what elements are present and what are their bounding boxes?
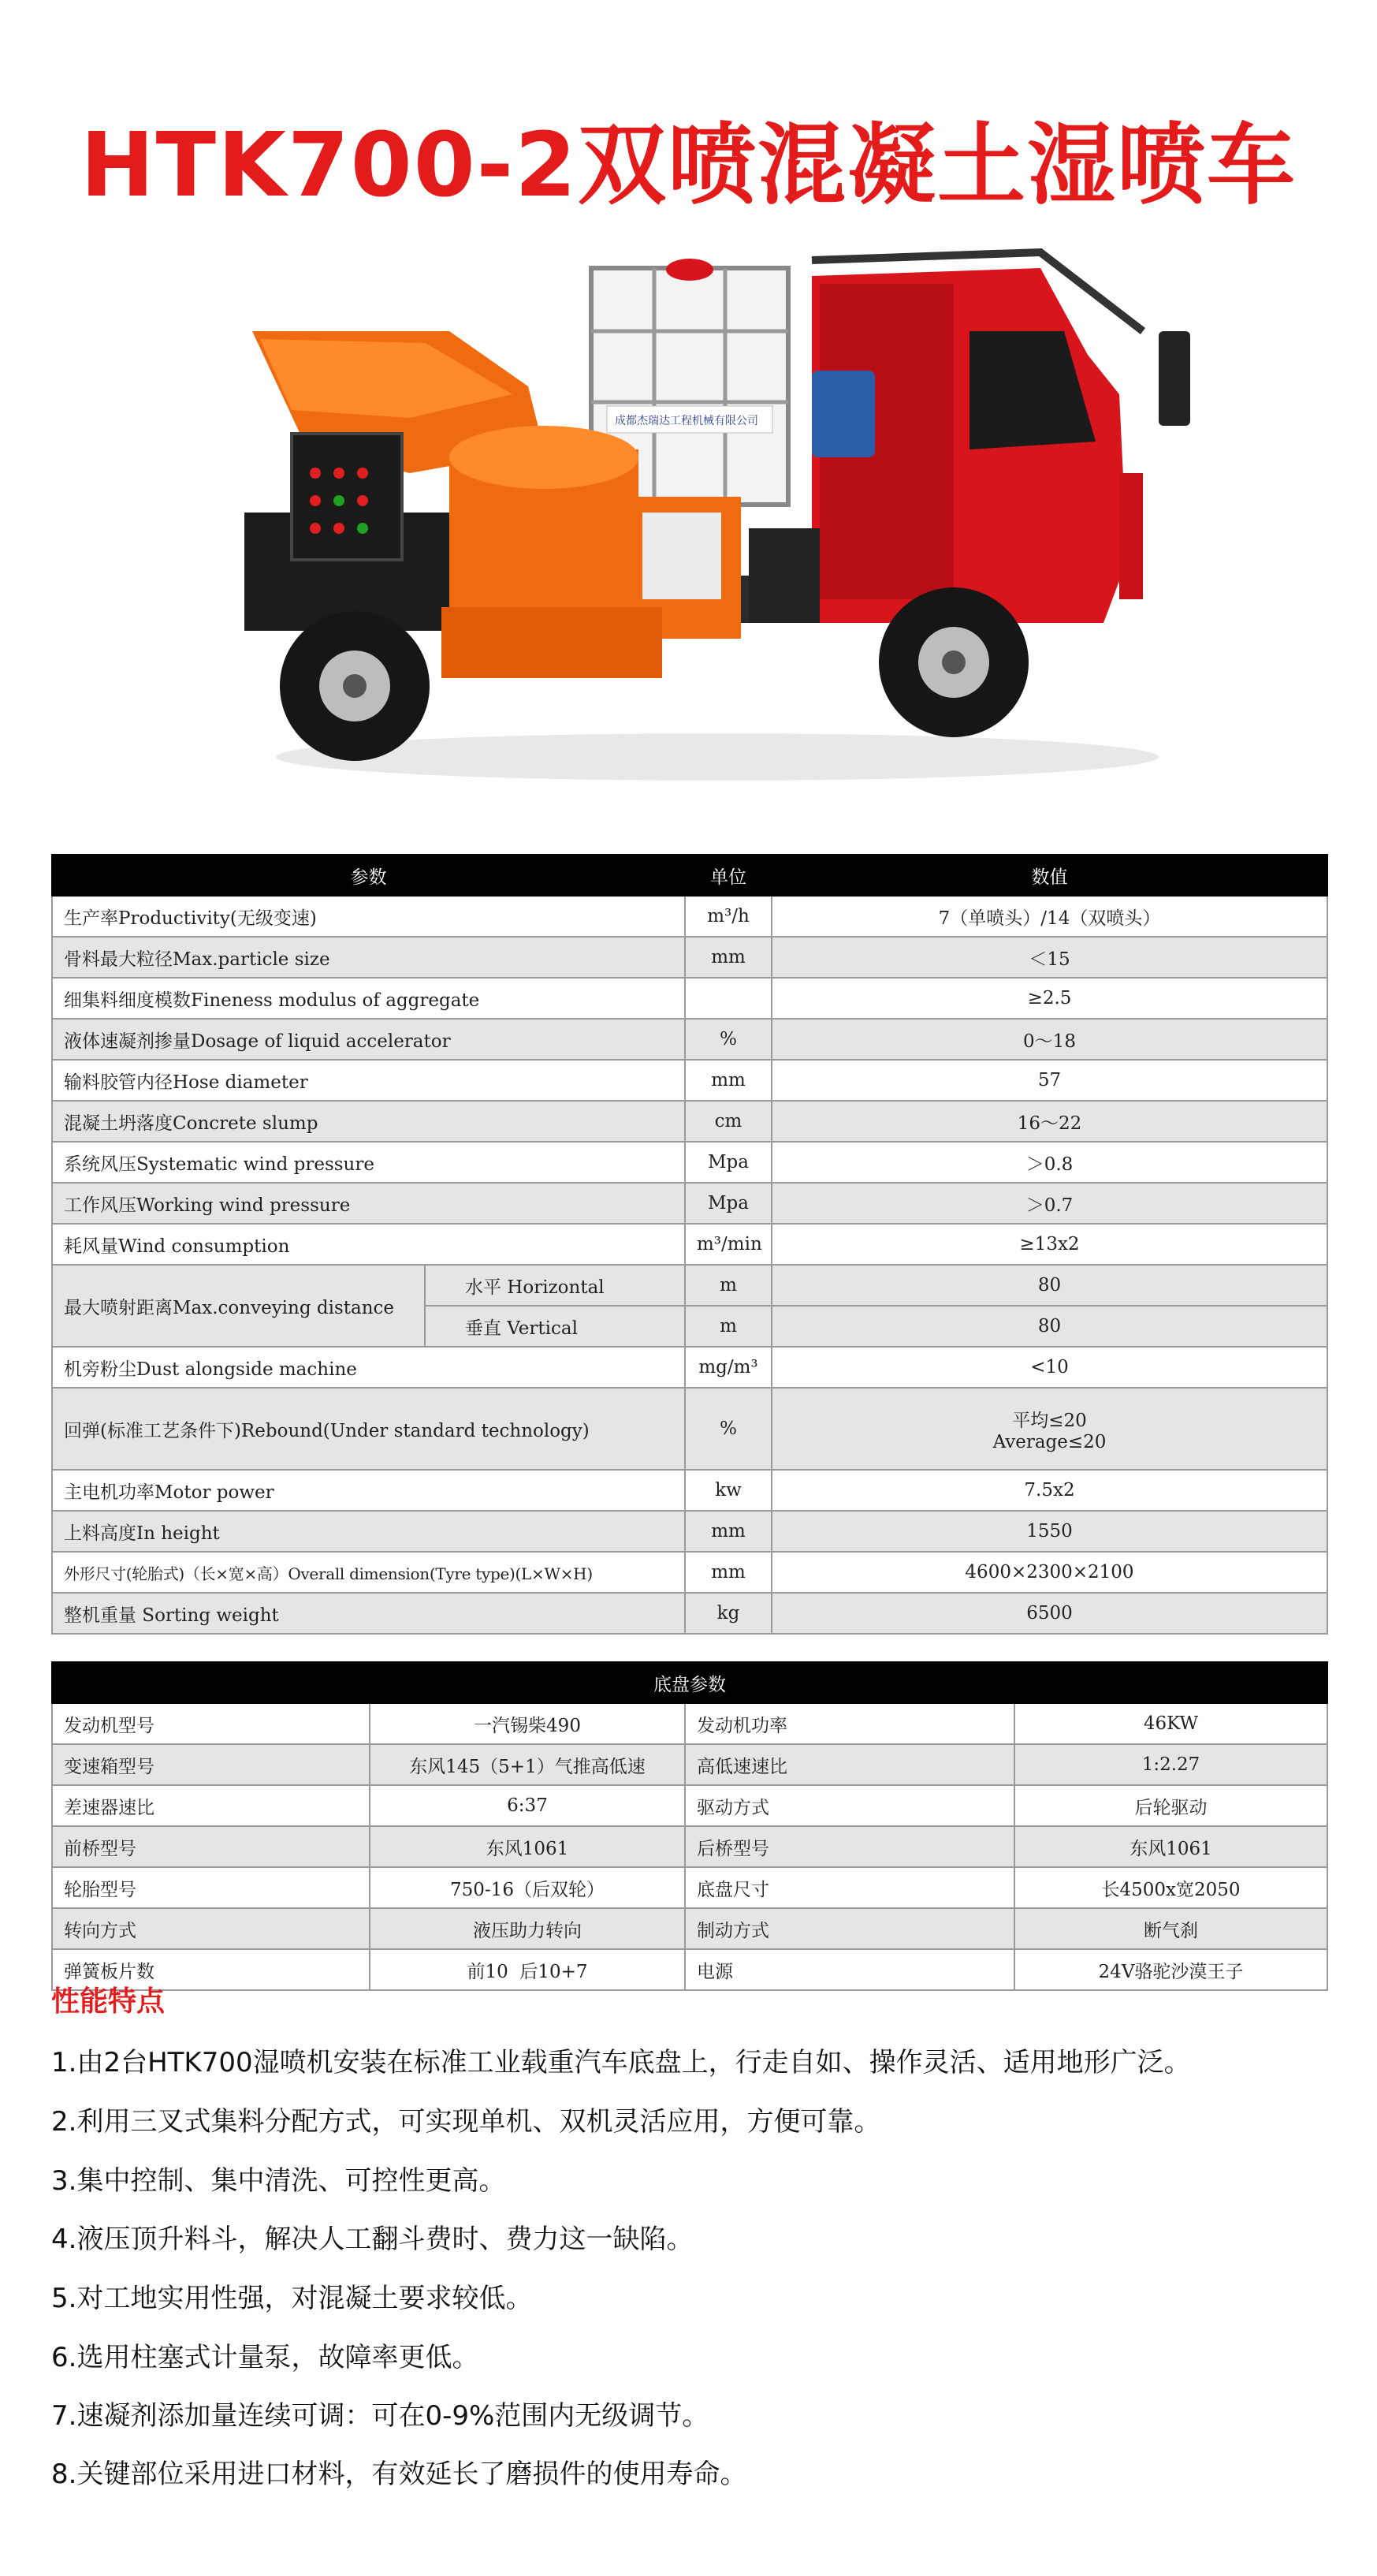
features-title: 性能特点 xyxy=(51,1985,166,2018)
chassis-value: 一汽锡柴490 xyxy=(370,1703,685,1744)
truck-image xyxy=(213,213,1206,796)
table-row xyxy=(52,1019,1327,1060)
chassis-label: 发动机功率 xyxy=(685,1703,1014,1744)
row-param: 主电机功率Motor power xyxy=(52,1470,685,1511)
row-value: 1550 xyxy=(772,1511,1327,1552)
chassis-value: 长4500x宽2050 xyxy=(1014,1867,1327,1908)
row-param: 细集料细度模数Fineness modulus of aggregate xyxy=(52,978,685,1019)
feature-item: 2.利用三叉式集料分配方式，可实现单机、双机灵活应用，方便可靠。 xyxy=(51,2106,881,2138)
row-value: ≥2.5 xyxy=(772,978,1327,1019)
table-row xyxy=(52,1511,1327,1552)
chassis-value: 24V骆驼沙漠王子 xyxy=(1014,1949,1327,1990)
row-value: ≥13x2 xyxy=(772,1224,1327,1265)
row-value: 6500 xyxy=(772,1593,1327,1634)
feature-item: 8.关键部位采用进口材料，有效延长了磨损件的使用寿命。 xyxy=(51,2459,747,2490)
feature-item: 7.速凝剂添加量连续可调：可在0-9%范围内无级调节。 xyxy=(51,2400,709,2432)
row-unit: mg/m³ xyxy=(685,1347,772,1388)
table-row xyxy=(52,937,1327,978)
chassis-label: 电源 xyxy=(685,1949,1014,1990)
feature-item: 6.选用柱塞式计量泵，故障率更低。 xyxy=(51,2342,479,2373)
table-row xyxy=(52,1949,1327,1990)
table-row xyxy=(52,1908,1327,1949)
row-value: ＜15 xyxy=(772,937,1327,978)
row-value: 80 xyxy=(772,1265,1327,1306)
row-value xyxy=(772,1388,1327,1470)
row-unit: mm xyxy=(685,1511,772,1552)
row-param: 上料高度In height xyxy=(52,1511,685,1552)
chassis-value: 后轮驱动 xyxy=(1014,1785,1327,1826)
row-param: 输料胶管内径Hose diameter xyxy=(52,1060,685,1101)
row-param: 整机重量 Sorting weight xyxy=(52,1593,685,1634)
table-row xyxy=(52,1265,1327,1306)
table-row xyxy=(52,1552,1327,1593)
rebound-value-cn: 平均≤20 xyxy=(1012,1410,1087,1431)
table-row xyxy=(52,1744,1327,1785)
row-unit: kw xyxy=(685,1470,772,1511)
table-row xyxy=(52,978,1327,1019)
row-unit: mm xyxy=(685,1552,772,1593)
row-param: 回弹(标准工艺条件下)Rebound(Under standard technology) xyxy=(52,1388,685,1470)
row-param: 外形尺寸(轮胎式)（长×宽×高）Overall dimension(Tyre type)(L×W×H) xyxy=(52,1552,685,1593)
table-row xyxy=(52,1224,1327,1265)
chassis-label: 后桥型号 xyxy=(685,1826,1014,1867)
chassis-label: 制动方式 xyxy=(685,1908,1014,1949)
chassis-header-row xyxy=(52,1662,1327,1703)
row-param: 生产率Productivity(无级变速) xyxy=(52,896,685,937)
row-value: 80 xyxy=(772,1306,1327,1347)
row-unit xyxy=(685,978,772,1019)
row-value: 57 xyxy=(772,1060,1327,1101)
table-row xyxy=(52,1785,1327,1826)
feature-item: 4.液压顶升料斗，解决人工翻斗费时、费力这一缺陷。 xyxy=(51,2224,694,2255)
tank-label: 成都杰瑞达工程机械有限公司 xyxy=(615,415,758,427)
chassis-value: 液压助力转向 xyxy=(370,1908,685,1949)
row-value: 7.5x2 xyxy=(772,1470,1327,1511)
row-param: 耗风量Wind consumption xyxy=(52,1224,685,1265)
table-row xyxy=(52,1593,1327,1634)
spec-header-row xyxy=(52,855,1327,896)
row-param: 骨料最大粒径Max.particle size xyxy=(52,937,685,978)
row-param: 最大喷射距离Max.conveying distance xyxy=(52,1265,425,1347)
table-row xyxy=(52,1470,1327,1511)
page-title: HTK700-2双喷混凝土湿喷车 xyxy=(80,114,1297,217)
table-row xyxy=(52,1867,1327,1908)
chassis-label: 转向方式 xyxy=(52,1908,370,1949)
table-row xyxy=(52,1826,1327,1867)
row-param: 混凝土坍落度Concrete slump xyxy=(52,1101,685,1142)
chassis-value: 断气刹 xyxy=(1014,1908,1327,1949)
row-value: <10 xyxy=(772,1347,1327,1388)
row-subparam: 水平 Horizontal xyxy=(425,1265,685,1306)
header-param: 参数 xyxy=(52,855,685,896)
table-row xyxy=(52,1101,1327,1142)
row-unit: m³/min xyxy=(685,1224,772,1265)
row-subparam: 垂直 Vertical xyxy=(425,1306,685,1347)
spec-table xyxy=(51,854,1328,1635)
chassis-value: 东风1061 xyxy=(370,1826,685,1867)
table-row xyxy=(52,1142,1327,1183)
chassis-value: 750-16（后双轮） xyxy=(370,1867,685,1908)
row-param: 工作风压Working wind pressure xyxy=(52,1183,685,1224)
table-row xyxy=(52,1183,1327,1224)
row-unit: m xyxy=(685,1306,772,1347)
chassis-label: 轮胎型号 xyxy=(52,1867,370,1908)
row-unit: % xyxy=(685,1019,772,1060)
chassis-value: 46KW xyxy=(1014,1703,1327,1744)
row-value: 16～22 xyxy=(772,1101,1327,1142)
feature-item: 5.对工地实用性强，对混凝土要求较低。 xyxy=(51,2283,533,2314)
table-row xyxy=(52,1703,1327,1744)
row-unit: mm xyxy=(685,1060,772,1101)
chassis-label: 弹簧板片数 xyxy=(52,1949,370,1990)
row-unit: m³/h xyxy=(685,896,772,937)
table-row xyxy=(52,896,1327,937)
row-value: ＞0.7 xyxy=(772,1183,1327,1224)
row-unit: cm xyxy=(685,1101,772,1142)
row-unit: mm xyxy=(685,937,772,978)
chassis-table xyxy=(51,1661,1328,1991)
row-unit: m xyxy=(685,1265,772,1306)
table-row xyxy=(52,1347,1327,1388)
row-value: ＞0.8 xyxy=(772,1142,1327,1183)
header-unit: 单位 xyxy=(685,855,772,896)
row-param: 液体速凝剂掺量Dosage of liquid accelerator xyxy=(52,1019,685,1060)
row-value: 0～18 xyxy=(772,1019,1327,1060)
feature-item: 3.集中控制、集中清洗、可控性更高。 xyxy=(51,2165,506,2197)
chassis-header: 底盘参数 xyxy=(52,1662,1327,1703)
row-unit: Mpa xyxy=(685,1142,772,1183)
table-row xyxy=(52,1060,1327,1101)
chassis-label: 高低速速比 xyxy=(685,1744,1014,1785)
chassis-value: 1:2.27 xyxy=(1014,1744,1327,1785)
chassis-value: 东风145（5+1）气推高低速 xyxy=(370,1744,685,1785)
feature-item: 1.由2台HTK700湿喷机安装在标准工业载重汽车底盘上，行走自如、操作灵活、适用地形广泛。 xyxy=(51,2047,1191,2078)
rebound-value-en: Average≤20 xyxy=(992,1431,1107,1452)
chassis-label: 前桥型号 xyxy=(52,1826,370,1867)
chassis-label: 底盘尺寸 xyxy=(685,1867,1014,1908)
row-value: 7（单喷头）/14（双喷头） xyxy=(772,896,1327,937)
header-value: 数值 xyxy=(772,855,1327,896)
chassis-label: 驱动方式 xyxy=(685,1785,1014,1826)
row-unit: kg xyxy=(685,1593,772,1634)
row-unit: Mpa xyxy=(685,1183,772,1224)
table-row xyxy=(52,1388,1327,1470)
chassis-label: 发动机型号 xyxy=(52,1703,370,1744)
chassis-value: 6:37 xyxy=(370,1785,685,1826)
row-param: 系统风压Systematic wind pressure xyxy=(52,1142,685,1183)
row-param: 机旁粉尘Dust alongside machine xyxy=(52,1347,685,1388)
chassis-label: 差速器速比 xyxy=(52,1785,370,1826)
row-unit: % xyxy=(685,1388,772,1470)
chassis-label: 变速箱型号 xyxy=(52,1744,370,1785)
row-value: 4600×2300×2100 xyxy=(772,1552,1327,1593)
chassis-value: 东风1061 xyxy=(1014,1826,1327,1867)
chassis-value: 前10 后10+7 xyxy=(370,1949,685,1990)
